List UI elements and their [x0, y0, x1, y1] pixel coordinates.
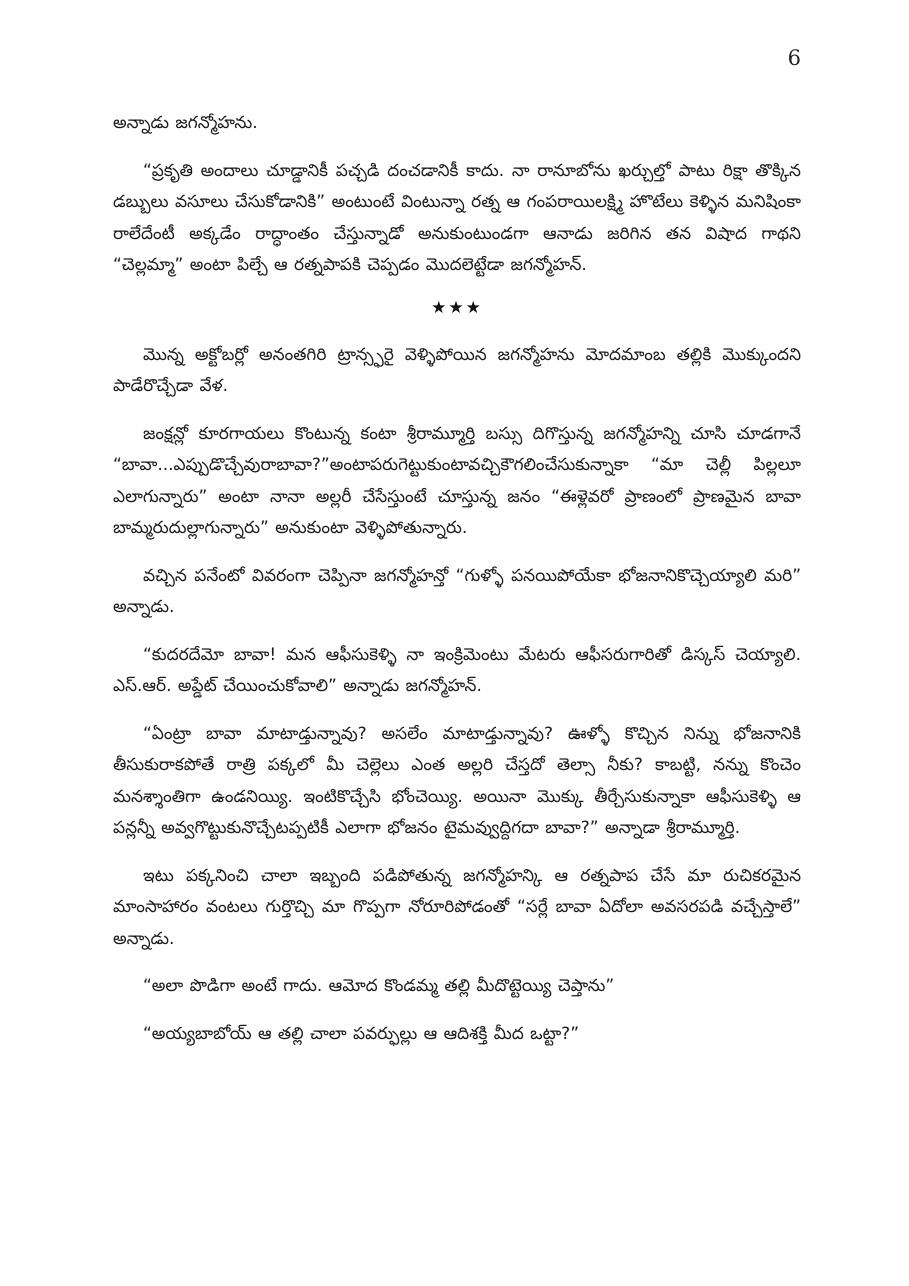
paragraph: వచ్చిన పనేంటో వివరంగా చెప్పినా జగన్మోహన్తో “గుళ్ళో పనయిపోయేకా భోజనానికొచ్చెయ్యాలి మరి” అన్నాడు.	[113, 565, 801, 617]
paragraph: “అలా పొడిగా అంటే గాదు. ఆమోద కొండమ్మ తల్లి మీదొట్టెయ్యి చెప్తాను”	[143, 976, 615, 996]
paragraph: మొన్న అక్టోబర్లో అనంతగిరి ట్రాన్స్ఫరై వెళ్ళిపోయిన జగన్మోహను మోదమాంబ తల్లికి మొక్కుందని పాడేరొచ్చేడా వేళ.	[113, 344, 801, 396]
section-separator: ★★★	[431, 297, 483, 318]
body-text	[113, 108, 801, 1066]
paragraph: ఇటు పక్కనించి చాలా ఇబ్బంది పడిపోతున్న జగన్మోహన్కి ఆ రత్నపాప చేసే మా రుచికరమైన మాంసాహారం వంటలు గుర్తొచ్చి మా గొప్పగా నోరూరిపోడంతో “సర్లే బావా ఏదోలా అవసరపడి వచ్చేస్తాలే” అన్నాడు.	[113, 865, 801, 949]
paragraph: “ఏంట్రా బావా మాటాడ్తున్నావు? అసలేం మాటాడ్తున్నావు? ఊళ్ళో కొచ్చిన నిన్ను భోజనానికి తీసుకురాకపోతే రాత్రి పక్కలో మీ చెల్లెలు ఎంత అల్లరి చేస్తదో తెల్సా నీకు? కాబట్టి, నన్ను కొంచెం మనశ్శాంతిగా ఉండనియ్యి. ఇంటికొచ్చేసి భోంచెయ్యి. అయినా మొక్కు తీర్చేసుకున్నాకా ఆఫీసుకెళ్ళి ఆ పన్లన్నీ అవ్వగొట్టుకునొచ్చేటప్పటికీ ఎలాగా భోజనం టైమవ్వుద్దిగదా బావా?” అన్నాడా శ్రీరామ్మూర్తి.	[113, 723, 801, 838]
paragraph: “అయ్యబాబోయ్ ఆ తల్లి చాలా పవర్ఫుల్లు ఆ ఆదిశక్తి మీద ఒట్టా?”	[143, 1023, 580, 1044]
paragraph: “కుదరదేమో బావా! మన ఆఫీసుకెళ్ళి నా ఇంక్రిమెంటు మేటరు ఆఫీసరుగారితో డిస్కస్ చెయ్యాలి. ఎస్.ఆర్. అప్డేట్ చేయించుకోవాలి” అన్నాడు జగన్మోహన్.	[113, 644, 801, 696]
page-number: 6	[787, 46, 801, 70]
paragraph: “ప్రకృతి అందాలు చూడ్డానికీ పచ్చడి దంచడానికీ కాదు. నా రానూబోను ఖర్చుల్తో పాటు రిక్షా తొక్కిన డబ్బులు వసూలు చేసుకోడానికి” అంటుంటే వింటున్నా రత్న ఆ గంపరాయిలక్ష్మి హొటేలు కెళ్ళిన మనిషింకా రాలేదేంటీ అక్కడేం రాద్ధాంతం చేస్తున్నాడో అనుకుంటుండగా ఆనాడు జరిగిన తన విషాద గాథని “చెల్లమ్మా” అంటా పిల్చే ఆ రత్నపాపకి చెప్పడం మొదలెట్టేడా జగన్మోహన్.	[113, 160, 801, 275]
paragraph: అన్నాడు జగన్మోహను.	[113, 113, 258, 133]
paragraph: జంక్షన్లో కూరగాయలు కొంటున్న కంటా శ్రీరామ్మూర్తి బస్సు దిగొస్తున్న జగన్మోహన్ని చూసి చూడగానే “బావా...ఎప్పుడొచ్చేవురాబావా?”అంటాపరుగెట్టుకుంటావచ్చికౌగలించేసుకున్నాకా “మా చెల్లీ పిల్లలూ ఎలాగున్నారు” అంటా నానా అల్లరీ చేసేస్తుంటే చూస్తున్న జనం “ఈళ్లెవరో ప్రాణంలో ప్రాణమైన బావా బామ్మరుదుల్లాగున్నారు” అనుకుంటా వెళ్ళిపోతున్నారు.	[113, 423, 801, 538]
